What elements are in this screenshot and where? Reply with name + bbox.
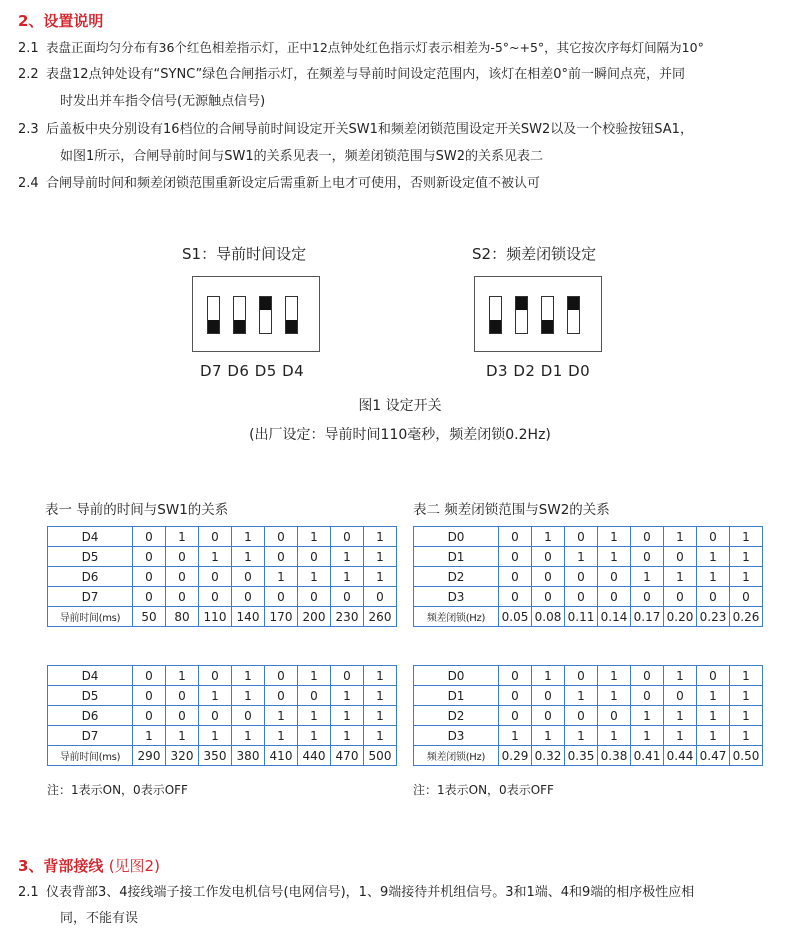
section2-item-3	[18, 116, 798, 143]
table-cell: 0.08	[532, 607, 565, 627]
table-cell: 380	[232, 746, 265, 766]
table-cell: 0	[598, 587, 631, 607]
table-row	[48, 706, 397, 726]
s2-switch-1[interactable]	[489, 296, 502, 334]
table-cell: 0	[265, 686, 298, 706]
row-header-cell: D4	[48, 527, 133, 547]
table-cell: 320	[166, 746, 199, 766]
table-cell: 1	[730, 666, 763, 686]
table-cell: 500	[364, 746, 397, 766]
s2-title: S2：频差闭锁设定	[472, 245, 597, 263]
table-cell: 1	[499, 726, 532, 746]
table-cell: 1	[133, 726, 166, 746]
item-text: 表盘正面均匀分布有36个红色相差指示灯，正中12点钟处红色指示灯表示相差为-5°~+5°，其它按次序每灯间隔为10°	[46, 40, 704, 55]
table-cell: 1	[631, 567, 664, 587]
row-header-cell: D7	[48, 726, 133, 746]
table-cell: 0	[364, 587, 397, 607]
table-cell: 1	[697, 706, 730, 726]
table-cell: 0	[499, 686, 532, 706]
table-cell: 0	[199, 567, 232, 587]
table-cell: 0	[166, 567, 199, 587]
table-cell: 1	[364, 726, 397, 746]
table-cell: 470	[331, 746, 364, 766]
table-cell: 0	[232, 587, 265, 607]
table-cell: 1	[331, 547, 364, 567]
table-cell: 0	[331, 666, 364, 686]
table-cell: 0	[133, 666, 166, 686]
table-cell: 0.17	[631, 607, 664, 627]
table-cell: 1	[730, 706, 763, 726]
table-cell: 1	[697, 567, 730, 587]
table2-title: 表二 频差闭锁范围与SW2的关系	[413, 502, 610, 518]
table-cell: 0	[631, 686, 664, 706]
table-cell: 0	[499, 587, 532, 607]
table-cell: 0.32	[532, 746, 565, 766]
table-cell: 0	[133, 567, 166, 587]
table-cell: 0	[697, 666, 730, 686]
table-cell: 260	[364, 607, 397, 627]
table-cell: 0	[133, 706, 166, 726]
table-cell: 1	[298, 567, 331, 587]
section2-item-2-cont: 时发出并车指令信号(无源触点信号)	[60, 94, 266, 109]
switch-knob	[286, 320, 297, 333]
table2-top	[413, 526, 763, 627]
table-cell: 0.35	[565, 746, 598, 766]
table-cell: 0	[499, 527, 532, 547]
table-cell: 1	[232, 527, 265, 547]
table-cell: 1	[232, 686, 265, 706]
table-cell: 0.05	[499, 607, 532, 627]
table-cell: 440	[298, 746, 331, 766]
table-cell: 0	[532, 587, 565, 607]
table-cell: 0	[166, 587, 199, 607]
table-cell: 1	[664, 706, 697, 726]
table-cell: 200	[298, 607, 331, 627]
table-row	[48, 547, 397, 567]
table-cell: 1	[697, 726, 730, 746]
table-cell: 1	[298, 666, 331, 686]
table-cell: 80	[166, 607, 199, 627]
table-row	[48, 666, 397, 686]
table-row	[48, 527, 397, 547]
table-cell: 0.26	[730, 607, 763, 627]
table-cell: 0	[298, 587, 331, 607]
table-cell: 1	[364, 706, 397, 726]
table-cell: 0	[532, 567, 565, 587]
s2-switch-3[interactable]	[541, 296, 554, 334]
table-cell: 1	[664, 567, 697, 587]
row-header-cell: D5	[48, 547, 133, 567]
table-cell: 1	[664, 726, 697, 746]
table-cell: 0	[565, 706, 598, 726]
table2-note: 注：1表示ON，0表示OFF	[413, 783, 554, 797]
row-header-cell: D0	[414, 527, 499, 547]
row-header-cell: D7	[48, 587, 133, 607]
table-cell: 1	[364, 567, 397, 587]
table-cell: 1	[364, 527, 397, 547]
table-cell: 1	[166, 726, 199, 746]
s1-switch-block	[192, 276, 320, 352]
table-cell: 1	[265, 726, 298, 746]
table-row	[48, 587, 397, 607]
table-row	[48, 567, 397, 587]
table-result-row	[48, 746, 397, 766]
section2-title: 2、设置说明	[18, 12, 104, 30]
table-cell: 0	[232, 567, 265, 587]
table-cell: 0	[331, 527, 364, 547]
row-header-cell: D1	[414, 547, 499, 567]
table-cell: 1	[598, 686, 631, 706]
table-cell: 1	[166, 527, 199, 547]
table-cell: 0	[499, 706, 532, 726]
table1-note: 注：1表示ON，0表示OFF	[47, 783, 188, 797]
table-cell: 350	[199, 746, 232, 766]
table-cell: 0.44	[664, 746, 697, 766]
table-cell: 410	[265, 746, 298, 766]
table-cell: 1	[598, 547, 631, 567]
section2-item-4	[18, 170, 798, 197]
switch-knob	[208, 320, 219, 333]
table-cell: 230	[331, 607, 364, 627]
table-cell: 0	[166, 706, 199, 726]
item-number: 2.3	[18, 122, 39, 137]
table-cell: 0	[697, 587, 730, 607]
table-cell: 0.47	[697, 746, 730, 766]
table-cell: 1	[232, 547, 265, 567]
row-header-cell: 频差闭锁(Hz)	[414, 607, 499, 627]
table-cell: 50	[133, 607, 166, 627]
table-cell: 1	[298, 726, 331, 746]
factory-setting: (出厂设定：导前时间110毫秒，频差闭锁0.2Hz)	[249, 427, 551, 443]
table-cell: 0	[199, 527, 232, 547]
table-cell: 0	[133, 527, 166, 547]
table-cell: 0.50	[730, 746, 763, 766]
table-cell: 0	[565, 527, 598, 547]
row-header-cell: D4	[48, 666, 133, 686]
table-cell: 0	[133, 547, 166, 567]
table-cell: 0	[199, 587, 232, 607]
table-cell: 1	[598, 726, 631, 746]
switch-knob	[568, 297, 579, 310]
table-cell: 1	[364, 666, 397, 686]
table-row	[414, 726, 763, 746]
s1-title: S1：导前时间设定	[182, 245, 307, 263]
item-text: 后盖板中央分别设有16档位的合闸导前时间设定开关SW1和频差闭锁范围设定开关SW2以及一个校验按钮SA1，	[46, 122, 693, 137]
table-cell: 1	[232, 666, 265, 686]
row-header-cell: D5	[48, 686, 133, 706]
table-cell: 1	[265, 567, 298, 587]
section2-item-1	[18, 34, 798, 62]
section3-item-1-cont: 同，不能有误	[60, 911, 139, 926]
row-header-cell: D2	[414, 706, 499, 726]
table-result-row	[414, 746, 763, 766]
table-cell: 1	[298, 527, 331, 547]
s2-switch-4[interactable]	[567, 296, 580, 334]
table1-title: 表一 导前的时间与SW1的关系	[45, 502, 229, 518]
table-cell: 1	[532, 527, 565, 547]
row-header-cell: D0	[414, 666, 499, 686]
table-cell: 1	[364, 547, 397, 567]
table-row	[414, 587, 763, 607]
table-cell: 0.14	[598, 607, 631, 627]
table-cell: 0	[631, 666, 664, 686]
table-cell: 0	[298, 686, 331, 706]
table2-bottom	[413, 665, 763, 766]
table-cell: 0	[166, 686, 199, 706]
row-header-cell: D6	[48, 706, 133, 726]
section3-title-suffix: (见图2)	[108, 857, 160, 875]
table-cell: 0.23	[697, 607, 730, 627]
table-row	[414, 706, 763, 726]
table-cell: 0	[265, 666, 298, 686]
table-cell: 0	[499, 666, 532, 686]
table-cell: 0.11	[565, 607, 598, 627]
table-row	[48, 686, 397, 706]
row-header-cell: D2	[414, 567, 499, 587]
row-header-cell: 导前时间(ms)	[48, 607, 133, 627]
item-text: 表盘12点钟处设有“SYNC”绿色合闸指示灯，在频差与导前时间设定范围内，该灯在相差0°前一瞬间点亮，并同	[46, 67, 686, 82]
table-row	[414, 666, 763, 686]
table-cell: 0	[133, 587, 166, 607]
switch-knob	[260, 297, 271, 310]
table-cell: 1	[565, 686, 598, 706]
table-cell: 0	[532, 706, 565, 726]
row-header-cell: D3	[414, 587, 499, 607]
table-cell: 0	[499, 567, 532, 587]
item-number: 2.4	[18, 176, 39, 191]
switch-knob	[542, 320, 553, 333]
table-cell: 1	[199, 686, 232, 706]
table1-bottom	[47, 665, 397, 766]
table-row	[414, 686, 763, 706]
table-cell: 0	[598, 706, 631, 726]
table-cell: 0	[565, 666, 598, 686]
table-row	[48, 726, 397, 746]
table-cell: 0.38	[598, 746, 631, 766]
s1-switch-1[interactable]	[207, 296, 220, 334]
s2-switch-2[interactable]	[515, 296, 528, 334]
table-cell: 0	[730, 587, 763, 607]
figure-caption: 图1 设定开关	[358, 398, 442, 414]
table-cell: 1	[730, 686, 763, 706]
table-cell: 1	[730, 726, 763, 746]
row-header-cell: D6	[48, 567, 133, 587]
table-cell: 1	[664, 527, 697, 547]
table-cell: 1	[298, 706, 331, 726]
s1-switch-labels: D7 D6 D5 D4	[200, 362, 305, 380]
row-header-cell: D1	[414, 686, 499, 706]
section3-item-1	[18, 879, 798, 906]
table-cell: 0	[265, 527, 298, 547]
section2-item-3-cont: 如图1所示，合闸导前时间与SW1的关系见表一，频差闭锁范围与SW2的关系见表二	[60, 149, 544, 164]
s1-switch-2[interactable]	[233, 296, 246, 334]
table-cell: 0	[664, 587, 697, 607]
table-cell: 1	[331, 686, 364, 706]
table-cell: 0	[631, 527, 664, 547]
table-cell: 0	[499, 547, 532, 567]
table-cell: 1	[730, 567, 763, 587]
item-text: 合闸导前时间和频差闭锁范围重新设定后需重新上电才可使用，否则新设定值不被认可	[46, 176, 541, 191]
table-cell: 1	[331, 726, 364, 746]
row-header-cell: D3	[414, 726, 499, 746]
item-number: 2.2	[18, 67, 39, 82]
table-cell: 1	[331, 706, 364, 726]
switch-knob	[234, 320, 245, 333]
table-result-row	[414, 607, 763, 627]
table-cell: 0	[133, 686, 166, 706]
row-header-cell: 导前时间(ms)	[48, 746, 133, 766]
table-result-row	[48, 607, 397, 627]
table-cell: 1	[565, 726, 598, 746]
table-cell: 0	[166, 547, 199, 567]
row-header-cell: 频差闭锁(Hz)	[414, 746, 499, 766]
table-cell: 1	[331, 567, 364, 587]
table-cell: 0	[265, 547, 298, 567]
s1-switch-4[interactable]	[285, 296, 298, 334]
s2-switch-block	[474, 276, 602, 352]
table-cell: 0	[664, 686, 697, 706]
table-cell: 0	[532, 547, 565, 567]
table-cell: 0	[265, 587, 298, 607]
table-cell: 1	[631, 726, 664, 746]
table-cell: 0	[331, 587, 364, 607]
table-cell: 0	[199, 706, 232, 726]
table-cell: 0	[532, 686, 565, 706]
table-cell: 0	[565, 587, 598, 607]
table-cell: 0	[298, 547, 331, 567]
table-cell: 1	[730, 547, 763, 567]
switch-knob	[516, 297, 527, 310]
table-cell: 1	[697, 686, 730, 706]
table-cell: 0	[664, 547, 697, 567]
table-cell: 0	[631, 547, 664, 567]
table-cell: 0.41	[631, 746, 664, 766]
table-cell: 0	[631, 587, 664, 607]
table-cell: 1	[598, 527, 631, 547]
table-cell: 0	[565, 567, 598, 587]
switch-knob	[490, 320, 501, 333]
table-cell: 1	[232, 726, 265, 746]
table-cell: 1	[565, 547, 598, 567]
table-cell: 1	[166, 666, 199, 686]
table-row	[414, 547, 763, 567]
table-cell: 1	[697, 547, 730, 567]
table-row	[414, 527, 763, 547]
table-cell: 110	[199, 607, 232, 627]
section3-title-text: 3、背部接线	[18, 857, 104, 875]
table1-top	[47, 526, 397, 627]
table-cell: 1	[364, 686, 397, 706]
table-cell: 0	[199, 666, 232, 686]
section2-item-2	[18, 61, 798, 88]
table-cell: 1	[631, 706, 664, 726]
table-cell: 0	[598, 567, 631, 587]
table-cell: 1	[730, 527, 763, 547]
table-cell: 1	[664, 666, 697, 686]
item-number: 2.1	[18, 885, 39, 900]
table-cell: 290	[133, 746, 166, 766]
table-cell: 140	[232, 607, 265, 627]
table-cell: 0	[232, 706, 265, 726]
table-cell: 0.29	[499, 746, 532, 766]
item-text: 仪表背部3、4接线端子接工作发电机信号(电网信号)，1、9端接待并机组信号。3和1端、4和9端的相序极性应相	[46, 885, 695, 900]
item-number: 2.1	[18, 41, 39, 56]
table-cell: 170	[265, 607, 298, 627]
table-cell: 0.20	[664, 607, 697, 627]
table-cell: 1	[532, 726, 565, 746]
table-cell: 1	[199, 726, 232, 746]
table-cell: 1	[532, 666, 565, 686]
s1-switch-3[interactable]	[259, 296, 272, 334]
s2-switch-labels: D3 D2 D1 D0	[486, 362, 591, 380]
table-cell: 1	[598, 666, 631, 686]
table-cell: 0	[697, 527, 730, 547]
table-row	[414, 567, 763, 587]
table-cell: 1	[265, 706, 298, 726]
section3-title	[18, 855, 160, 876]
table-cell: 1	[199, 547, 232, 567]
